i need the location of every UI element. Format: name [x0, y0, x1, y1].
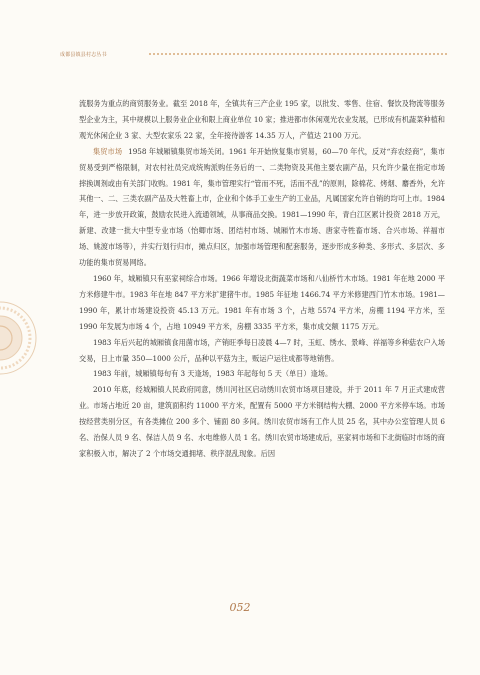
body-text	[79, 96, 445, 462]
paragraph-5-text: 1983 年前，城厢镇每旬有 3 天逢场，1983 年起每旬 5 天（单日）逢场。	[93, 369, 333, 379]
header-dotted-rule	[148, 53, 448, 55]
paragraph-6	[79, 382, 445, 462]
paragraph-4	[79, 335, 445, 367]
paragraph-1	[79, 96, 445, 144]
paragraph-2-text: 1958 年城厢镇集贸市场关闭。1961 年开始恢复集市贸易，60—70 年代，反对“弃农经商”，集市贸易受到严格限制，对农村社员完成统购派购任务后的一、二类物资及其他主要农副产品，只允许少量在指定市场摔换调剂或由有关部门收购。1981 年，集市管理实行“管而不死，活而不乱”的原则，除棉花、烤烟、麝香外，允许其他一、二、三类农副产品及大牲畜上市，企业和个体手工业生产的工业品，凡属国家允许自销的均可上市。1984 年，进一步放开政策，鼓励农民进入流通领域，从事商品交换。1981—1990 年，青白江区累计投资 2818 万元，新建、改建一批大中型专业市场（怡卿市场、团结村市场、城厢竹木市场、唐家寺牲畜市场、合兴市场、祥福市场、姚渡市场等），并实行划行归市，摊点归区，加强市场管理和配套服务，逐步形成多种类、多形式、多层次、多功能的集市贸易网络。	[79, 146, 445, 268]
paragraph-3	[79, 271, 445, 335]
paragraph-1-text: 流服务为重点的商贸服务业。截至 2018 年，全镇共有三产企业 195 家，以批发、零售、住宿、餐饮及物流等服务型企业为主，其中规模以上服务业企业和限上商业单位 10 家；推进都市休闲观光农业发展，已形成有机蔬菜种植和观光休闲企业 3 家、大型农家乐 22 家，全年接待游客 14.35 万人，产值达 2100 万元。	[79, 99, 445, 140]
page-number: 052	[229, 601, 251, 614]
paragraph-2	[79, 144, 445, 271]
page-header	[0, 0, 480, 62]
paragraph-3-text: 1960 年，城厢镇只有巫家祠综合市场。1966 年增设北街蔬菜市场和八仙桥竹木市场。1981 年在地 2000 平方米修建牛市。1983 年在地 847 平方米扩建猪牛市。1985 年征地 1466.74 平方米修建西门竹木市场。1981—1990 年，累计市场建设投资 45.13 万元。1981 年有市场 3 个，占地 5574 平方米，房棚 1194 平方米，至 1990 年发展为市场 4 个，占地 10949 平方米，房棚 3335 平方米，集市成交额 1175 万元。	[79, 273, 445, 331]
circular-seal-emblem-icon	[0, 300, 38, 376]
section-heading-market: 集贸市场	[93, 146, 123, 156]
paragraph-4-text: 1983 年后兴起的城厢镇食用菌市场，产销旺季每日凌晨 4—7 时，玉虹、绣水、景峰、祥福等乡种菇农户入场交易，日上市量 350—1000 公斤，品种以平菇为主，贩运户运往成都等地销售。	[79, 337, 445, 363]
paragraph-5	[79, 366, 445, 382]
paragraph-6-text: 2010 年底，经城厢镇人民政府同意，绣川河社区启动绣川农贸市场项目建设，并于 2011 年 7 月正式建成营业。市场占地近 20 亩，建筑面积约 11000 平方米，配置有 5000 平方米钢结构大棚、2000 平方米停车场。市场按经营类别分区，有各类摊位 200 多个、铺面 80 多间。绣川农贸市场有工作人员 25 名，其中办公室管理人员 6 名、治保人员 9 名、保洁人员 9 名、水电维修人员 1 名。绣川农贸市场建成后，巫家祠市场和下北街临时市场的商家积极入市，解决了 2 个市场交通拥堵、秩序混乱现象。后因	[79, 385, 445, 458]
header-title: 成都县镇县村志丛书	[60, 52, 107, 58]
